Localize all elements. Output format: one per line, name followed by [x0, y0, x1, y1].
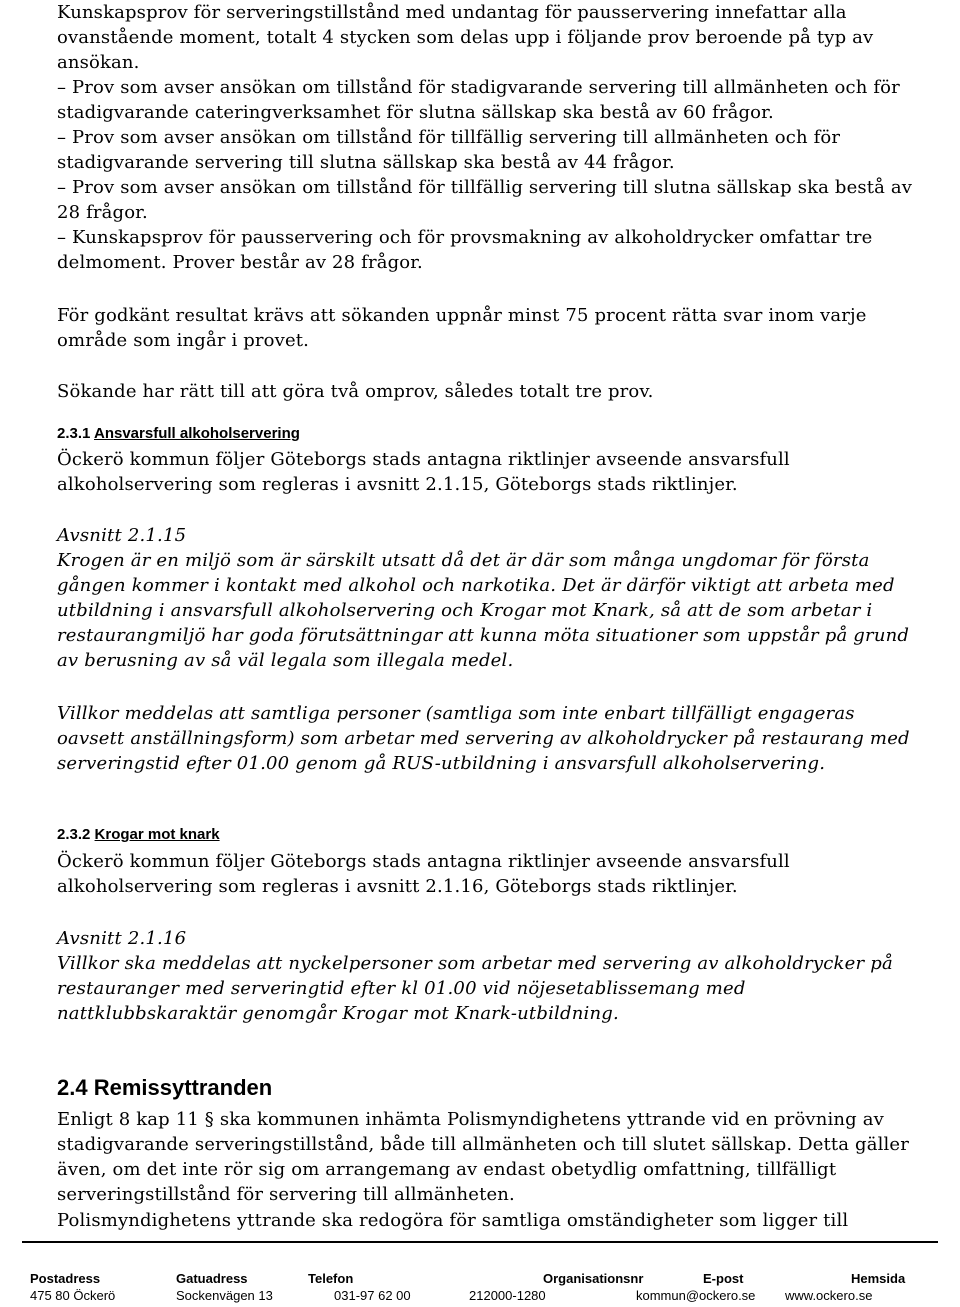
footer-label-hemsida: Hemsida [851, 1271, 906, 1286]
section-heading-2-3-2 [57, 825, 220, 845]
footer-value-orgnr: 212000-1280 [469, 1288, 546, 1303]
quote-heading: Avsnitt 2.1.15 [57, 525, 187, 546]
section-heading-2-3-1 [57, 424, 300, 444]
section-heading-2-4: 2.4 Remissyttranden [57, 1075, 273, 1100]
section-body: Öckerö kommun följer Göteborgs stads antagna riktlinjer avseende ansvarsfull alkoholservering som regleras i avsnitt 2.1.15, Göteborgs stads riktlinjer. [57, 449, 790, 495]
footer-value-gatuadress: Sockenvägen 13 [176, 1288, 273, 1303]
bullet-item: – Kunskapsprov för pausservering och för provsmakning av alkoholdrycker omfattar tre delmoment. Prover består av 28 frågor. [57, 225, 927, 275]
footer-value-epost[interactable]: kommun@ockero.se [636, 1288, 756, 1303]
footer-label-orgnr: Organisationsnr [543, 1271, 644, 1286]
retake-paragraph: Sökande har rätt till att göra två omprov, således totalt tre prov. [57, 381, 654, 402]
quote-heading: Avsnitt 2.1.16 [57, 928, 187, 949]
footer-label-epost: E-post [703, 1271, 744, 1286]
quote-paragraph: Villkor meddelas att samtliga personer (samtliga som inte enbart tillfälligt engageras oavsett anställningsform) som arbetar med servering av alkoholdrycker på restaurang med serveringstid efter 01.00 genom gå RUS-utbildning i ansvarsfull alkoholservering. [57, 703, 910, 774]
section-title: Krogar mot knark [94, 826, 220, 843]
footer-value-telefon: 031-97 62 00 [334, 1288, 411, 1303]
quote-paragraph: Villkor ska meddelas att nyckelpersoner som arbetar med servering av alkoholdrycker på restauranger med serveringtid efter kl 01.00 vid nöjesetablissemang med nattklubbskaraktär genomgår Krogar mot Knark-utbildning. [57, 953, 893, 1024]
quote-paragraph: Krogen är en miljö som är särskilt utsatt då det är där som många ungdomar för första gången kommer i kontakt med alkohol och narkotika. Det är därför viktigt att arbeta med utbildning i ansvarsfull alkoholservering och Krogar mot Knark, så att de som arbetar i restaurangmiljö har goda förutsättningar att kunna möta situationer som uppstår på grund av berusning av så väl legala som illegala medel. [57, 550, 910, 671]
intro-paragraph: Kunskapsprov för serveringstillstånd med undantag för pausservering innefattar alla ovanstående moment, totalt 4 stycken som delas upp i följande prov beroende på typ av ansökan. [57, 2, 874, 73]
footer-value-postadress: 475 80 Öckerö [30, 1288, 116, 1303]
section-body: Enligt 8 kap 11 § ska kommunen inhämta Polismyndighetens yttrande vid en prövning av stadigvarande serveringstillstånd, både till allmänheten och till slutet sällskap. Detta gäller även, om det inte rör sig om arrangemang av endast obetydlig omfattning, tillfälligt serveringstillstånd för servering till allmänheten. [57, 1109, 909, 1205]
result-paragraph: För godkänt resultat krävs att sökanden uppnår minst 75 procent rätta svar inom varje område som ingår i provet. [57, 305, 867, 351]
footer-label-postadress: Postadress [30, 1271, 101, 1286]
section-number: 2.3.2 [57, 826, 91, 843]
section-body-continued: Polismyndighetens yttrande ska redogöra för samtliga omständigheter som ligger till [57, 1210, 849, 1231]
footer-label-telefon: Telefon [308, 1271, 354, 1286]
bullet-item: – Prov som avser ansökan om tillstånd för tillfällig servering till slutna sällskap ska bestå av 28 frågor. [57, 175, 927, 225]
bullet-item: – Prov som avser ansökan om tillstånd för stadigvarande servering till allmänheten och för stadigvarande cateringverksamhet för slutna sällskap ska bestå av 60 frågor. [57, 75, 927, 125]
footer-divider [22, 1241, 938, 1243]
footer-label-gatuadress: Gatuadress [176, 1271, 248, 1286]
footer-value-hemsida[interactable]: www.ockero.se [785, 1288, 873, 1303]
section-title: Ansvarsfull alkoholservering [94, 425, 300, 442]
section-body: Öckerö kommun följer Göteborgs stads antagna riktlinjer avseende ansvarsfull alkoholservering som regleras i avsnitt 2.1.16, Göteborgs stads riktlinjer. [57, 851, 790, 897]
bullet-item: – Prov som avser ansökan om tillstånd för tillfällig servering till allmänheten och för stadigvarande servering till slutna sällskap ska bestå av 44 frågor. [57, 125, 927, 175]
section-number: 2.3.1 [57, 425, 91, 442]
